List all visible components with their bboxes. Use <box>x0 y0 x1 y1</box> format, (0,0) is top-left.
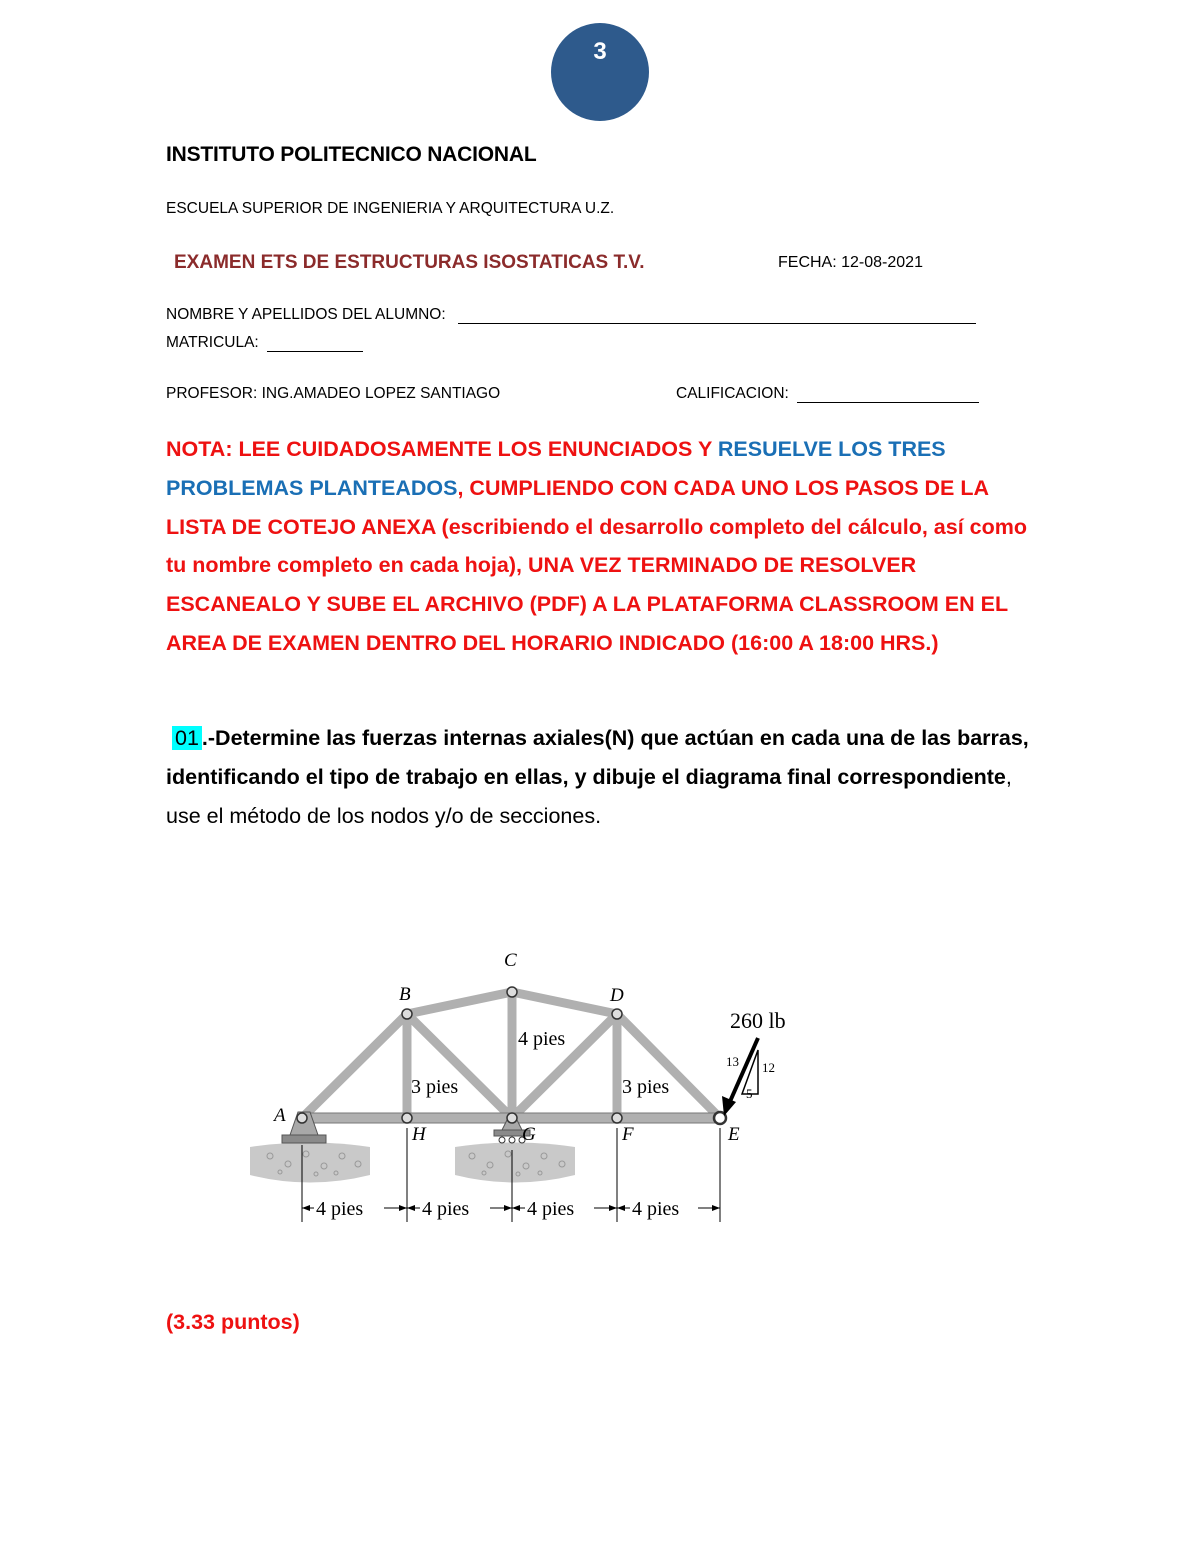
school-name: ESCUELA SUPERIOR DE INGENIERIA Y ARQUITECTURA U.Z. <box>166 200 615 217</box>
problem-number: 01 <box>172 726 202 750</box>
slope-label-horiz: 5 <box>746 1086 753 1101</box>
span-label-1: 4 pies <box>316 1198 364 1220</box>
matricula-row <box>166 334 363 352</box>
slope-label-vert: 12 <box>762 1060 775 1075</box>
page-number-badge <box>551 23 649 121</box>
note-text-highlight: RESUELVE LOS TRES PROBLEMAS PLANTEADOS <box>166 437 946 500</box>
slope-label-hyp: 13 <box>726 1054 739 1069</box>
student-name-row <box>166 306 976 324</box>
student-name-label: NOMBRE Y APELLIDOS DEL ALUMNO: <box>166 306 446 323</box>
node-label-F: F <box>622 1124 634 1145</box>
node-label-A: A <box>274 1105 286 1126</box>
node-label-D: D <box>610 985 624 1006</box>
exam-note <box>166 430 1046 663</box>
truss-members <box>302 992 720 1118</box>
height-label-left: 3 pies <box>411 1076 459 1098</box>
page-number: 3 <box>593 38 607 65</box>
load-arrow <box>722 1038 758 1116</box>
span-label-3: 4 pies <box>527 1198 575 1220</box>
problem-plain-text: , use el método de los nodos y/o de secciones. <box>166 765 1012 828</box>
note-text-1: NOTA: LEE CUIDADOSAMENTE LOS ENUNCIADOS Y <box>166 437 718 461</box>
truss-diagram <box>240 940 820 1240</box>
grade-label: CALIFICACION: <box>676 385 789 402</box>
span-label-2: 4 pies <box>422 1198 470 1220</box>
ground-left <box>250 1143 370 1183</box>
matricula-label: MATRICULA: <box>166 334 259 351</box>
student-name-field[interactable] <box>458 307 976 324</box>
exam-date: FECHA: 12-08-2021 <box>778 254 923 271</box>
matricula-field[interactable] <box>267 335 363 352</box>
span-label-4: 4 pies <box>632 1198 680 1220</box>
ground-middle <box>455 1143 575 1183</box>
grade-field[interactable] <box>797 386 979 403</box>
node-label-B: B <box>399 984 411 1005</box>
problem-bold-text: .-Determine las fuerzas internas axiales(N) que actúan en cada una de las barras, identificando el tipo de trabajo en ellas, y dibuje el diagrama final correspondiente <box>166 726 1029 789</box>
note-text-2: , CUMPLIENDO CON CADA UNO LOS PASOS DE LA LISTA DE COTEJO ANEXA (escribiendo el desarrollo completo del cálculo, así como tu nombre completo en cada hoja), UNA VEZ TERMINADO DE RESOLVER ESCANEALO Y SUBE EL ARCHIVO (PDF) A LA PLATAFORMA CLASSROOM EN EL AREA DE EXAMEN DENTRO DEL HORARIO INDICADO (16:00 A 18:00 HRS.) <box>166 475 1027 655</box>
node-label-G: G <box>522 1124 536 1145</box>
problem-statement <box>166 719 1046 836</box>
grade-row <box>676 385 979 403</box>
node-label-E: E <box>728 1124 740 1145</box>
exam-title: EXAMEN ETS DE ESTRUCTURAS ISOSTATICAS T.V. <box>174 252 645 273</box>
height-label-center: 4 pies <box>518 1028 566 1050</box>
height-label-right: 3 pies <box>622 1076 670 1098</box>
node-label-C: C <box>504 950 517 971</box>
node-label-H: H <box>412 1124 426 1145</box>
load-label: 260 lb <box>730 1008 786 1033</box>
professor-name: PROFESOR: ING.AMADEO LOPEZ SANTIAGO <box>166 385 501 402</box>
institute-title: INSTITUTO POLITECNICO NACIONAL <box>166 143 537 166</box>
problem-points: (3.33 puntos) <box>166 1310 300 1334</box>
